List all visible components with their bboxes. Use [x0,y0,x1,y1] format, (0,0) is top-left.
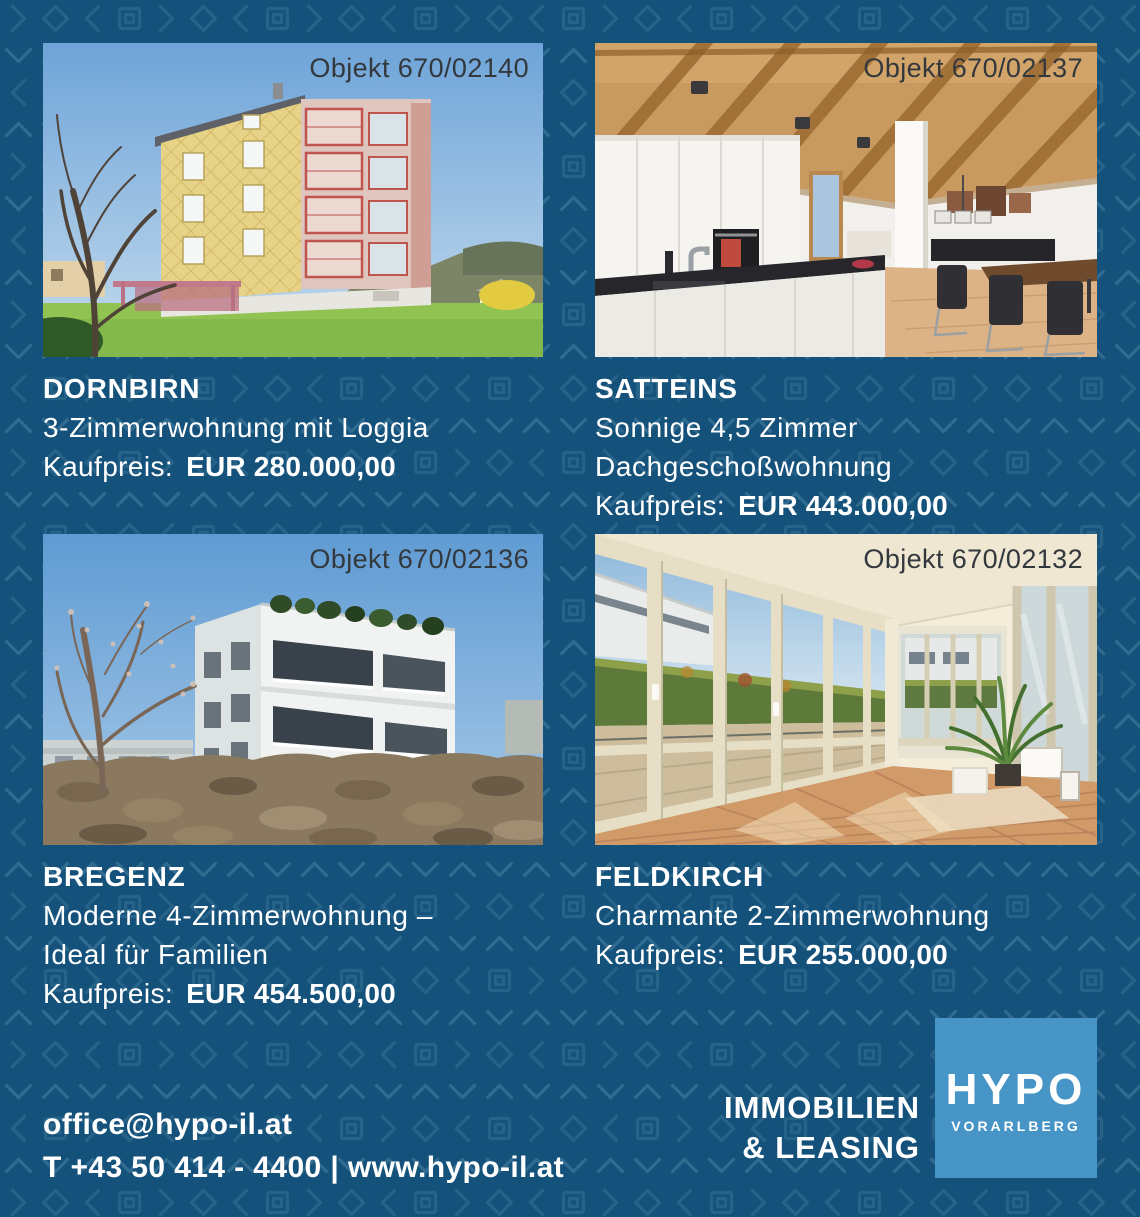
satteins-photo-illustration [595,43,1097,357]
dornbirn-photo-illustration [43,43,543,357]
photo-bregenz [43,534,543,845]
photo-feldkirch [595,534,1097,845]
hypo-logo [935,1018,1097,1178]
city-name: DORNBIRN [43,373,201,404]
listing-description-line: 3-Zimmerwohnung mit Loggia [43,412,429,443]
price-label: Kaufpreis: [43,451,174,482]
listing-description-line: Ideal für Familien [43,939,269,970]
photo-dornbirn [43,43,543,357]
contact-block [43,1103,564,1189]
feldkirch-photo-illustration [595,534,1097,845]
listing-info [43,845,543,1013]
listing-bregenz [43,534,543,1013]
objekt-number-label: Objekt 670/02136 [309,544,529,574]
brand-wordmark [724,1088,920,1168]
city-name: FELDKIRCH [595,861,764,892]
listing-dornbirn [43,43,543,534]
listing-description-line: Charmante 2-Zimmerwohnung [595,900,990,931]
objekt-number-label: Objekt 670/02140 [309,53,529,83]
city-name: BREGENZ [43,861,186,892]
contact-email: office@hypo-il.at [43,1108,293,1141]
price-line [43,447,543,486]
price-value: EUR 280.000,00 [186,451,396,482]
listing-info [43,357,543,486]
listing-info [595,845,1097,974]
price-value: EUR 255.000,00 [738,939,948,970]
listing-satteins [595,43,1097,534]
brand-line-1: IMMOBILIEN [724,1090,920,1125]
listings-grid [43,43,1097,1013]
bregenz-photo-illustration [43,534,543,845]
hypo-logo-region: VORARLBERG [951,1118,1081,1134]
listing-feldkirch [595,534,1097,1013]
photo-satteins [595,43,1097,357]
price-label: Kaufpreis: [43,978,174,1009]
price-label: Kaufpreis: [595,490,726,521]
price-line [43,974,543,1013]
listing-description-line: Moderne 4-Zimmerwohnung – [43,900,434,931]
city-name: SATTEINS [595,373,738,404]
listing-description-line: Sonnige 4,5 Zimmer [595,412,858,443]
price-line [595,935,1097,974]
contact-phone-web: T +43 50 414 - 4400 | www.hypo-il.at [43,1151,565,1184]
price-value: EUR 454.500,00 [186,978,396,1009]
listing-description-line: Dachgeschoßwohnung [595,451,893,482]
price-label: Kaufpreis: [595,939,726,970]
listing-info [595,357,1097,525]
price-line [595,486,1097,525]
price-value: EUR 443.000,00 [738,490,948,521]
hypo-logo-name: HYPO [945,1065,1087,1114]
objekt-number-label: Objekt 670/02132 [863,544,1083,574]
brand-line-2: & LEASING [742,1130,920,1165]
objekt-number-label: Objekt 670/02137 [863,53,1083,83]
